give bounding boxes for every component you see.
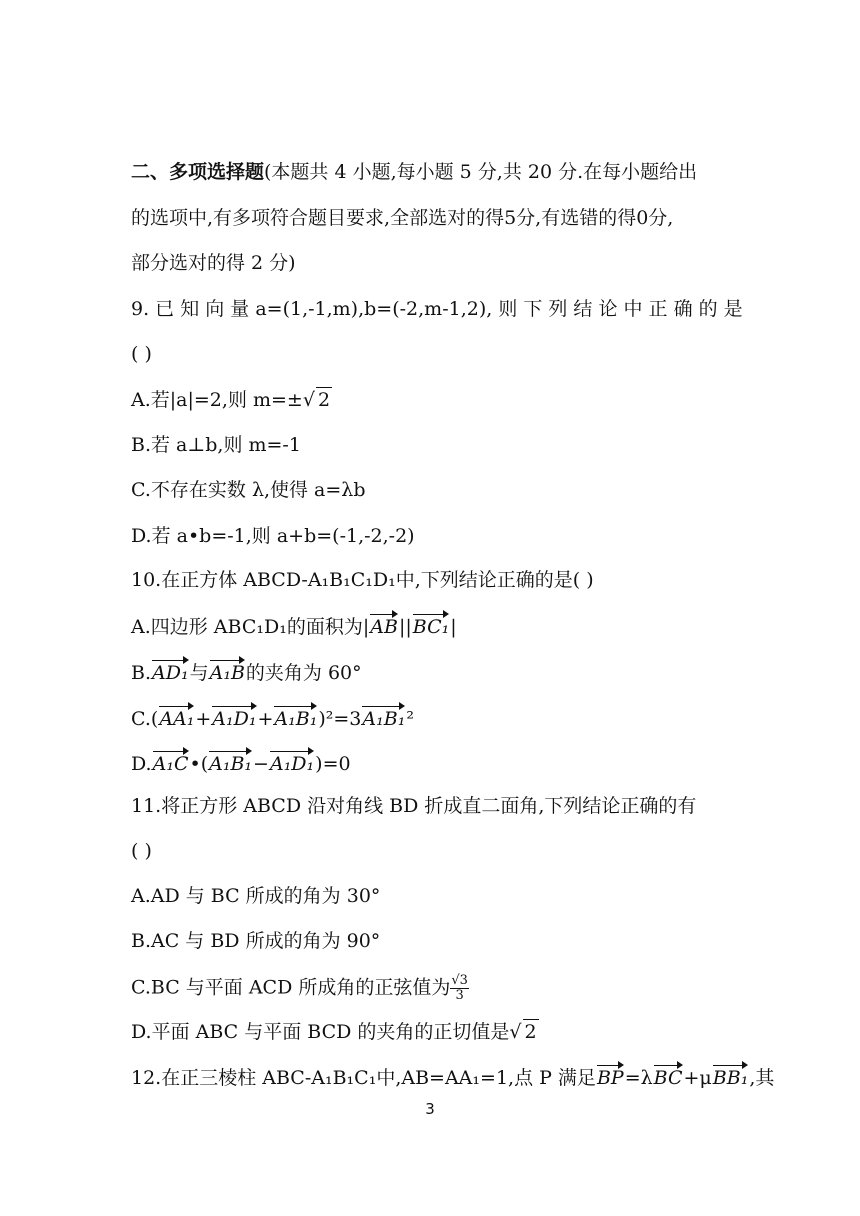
section-intro-2: 的选项中,有多项符合题目要求,全部选对的得5分,有选错的得0分, <box>131 207 674 229</box>
q9-stem: 9. 已 知 向 量 a=(1,-1,m),b=(-2,m-1,2), 则 下 列 结 论 中 正 确 的 是 <box>131 298 743 320</box>
q12-text: 12.在正三棱柱 ABC-A₁B₁C₁中,AB=AA₁=1,点 P 满足 <box>131 1067 596 1089</box>
q11-paren: ( ) <box>131 840 152 862</box>
q10-option-d <box>131 750 351 776</box>
vector-bb1: BB₁ <box>713 1064 749 1090</box>
plus-sign: + <box>195 708 212 730</box>
section-intro-3: 部分选对的得 2 分) <box>131 252 296 274</box>
q11-d-radicand: 2 <box>524 1021 537 1043</box>
q11-option-c <box>131 974 469 1003</box>
minus-sign: − <box>253 753 269 775</box>
vector-ad1: AD₁ <box>152 659 189 685</box>
q10-b-text: 的夹角为 60° <box>245 662 362 684</box>
vector-a1d1: A₁D₁ <box>212 705 256 731</box>
vector-a1b: A₁B <box>210 659 245 685</box>
q10-d-end: )=0 <box>315 753 351 775</box>
vector-ab: AB <box>370 613 398 639</box>
q11-d-text: D.平面 ABC 与平面 BCD 的夹角的正切值是 <box>131 1021 510 1043</box>
q11-option-a: A.AD 与 BC 所成的角为 30° <box>131 885 381 907</box>
fraction-denominator: 3 <box>455 988 464 1003</box>
q9-option-c: C.不存在实数 λ,使得 a=λb <box>131 479 366 501</box>
q10-c-square: ² <box>406 708 414 730</box>
q9-option-b: B.若 a⊥b,则 m=-1 <box>131 434 301 456</box>
q10-a-text: A.四边形 ABC₁D₁的面积为| <box>131 616 370 638</box>
sqrt-symbol: √ <box>509 1021 522 1043</box>
q10-c-mid: )²=3 <box>318 708 362 730</box>
q11-stem: 11.将正方形 ABCD 沿对角线 BD 折成直二面角,下列结论正确的有 <box>131 795 697 817</box>
vector-a1d1: A₁D₁ <box>270 750 314 776</box>
q10-d-dot: •( <box>189 753 209 775</box>
plus-sign: + <box>257 708 274 730</box>
q9-option-a-text: A.若|a|=2,则 m=± <box>131 389 303 411</box>
q10-a-abs-close: | <box>450 616 457 638</box>
vector-aa1: AA₁ <box>159 705 194 731</box>
q9-paren: ( ) <box>131 343 152 365</box>
section-heading: 二、多项选择题 <box>131 161 265 183</box>
vector-a1b1: A₁B₁ <box>274 705 317 731</box>
vector-bp: BP <box>597 1064 624 1090</box>
section-heading-line <box>131 160 697 184</box>
q10-stem: 10.在正方体 ABCD-A₁B₁C₁D₁中,下列结论正确的是( ) <box>131 569 594 591</box>
vector-bc1: BC₁ <box>413 613 449 639</box>
q11-option-d <box>131 1019 539 1044</box>
q10-a-abs-bars: || <box>398 616 412 638</box>
fraction <box>450 974 469 1003</box>
q10-d-label: D. <box>131 753 152 775</box>
q10-c-label: C.( <box>131 708 159 730</box>
q12-plus: +μ <box>683 1067 712 1089</box>
vector-bc: BC <box>654 1064 683 1090</box>
vector-a1b1: A₁B₁ <box>209 750 252 776</box>
q11-c-text: C.BC 与平面 ACD 所成角的正弦值为 <box>131 976 451 999</box>
q10-b-label: B. <box>131 662 152 684</box>
fraction-numerator: √3 <box>451 973 468 988</box>
vector-a1c: A₁C <box>153 750 189 776</box>
sqrt-symbol: √ <box>302 389 315 411</box>
q12-eq: =λ <box>624 1067 653 1089</box>
vector-a1b1: A₁B₁ <box>362 705 405 731</box>
q9-option-d: D.若 a•b=-1,则 a+b=(-1,-2,-2) <box>131 525 415 547</box>
q9-option-a-radicand: 2 <box>317 389 331 411</box>
q10-b-and: 与 <box>189 662 209 684</box>
q12-end: ,其 <box>749 1067 775 1089</box>
q10-option-b <box>131 659 362 685</box>
q11-option-b: B.AC 与 BD 所成的角为 90° <box>131 930 381 952</box>
q9-option-a <box>131 387 332 412</box>
section-intro-1: (本题共 4 小题,每小题 5 分,共 20 分.在每小题给出 <box>264 161 698 183</box>
q10-option-c <box>131 705 414 731</box>
q10-option-a <box>131 613 457 639</box>
q12-stem <box>131 1064 774 1090</box>
page-number: 3 <box>425 1100 435 1118</box>
